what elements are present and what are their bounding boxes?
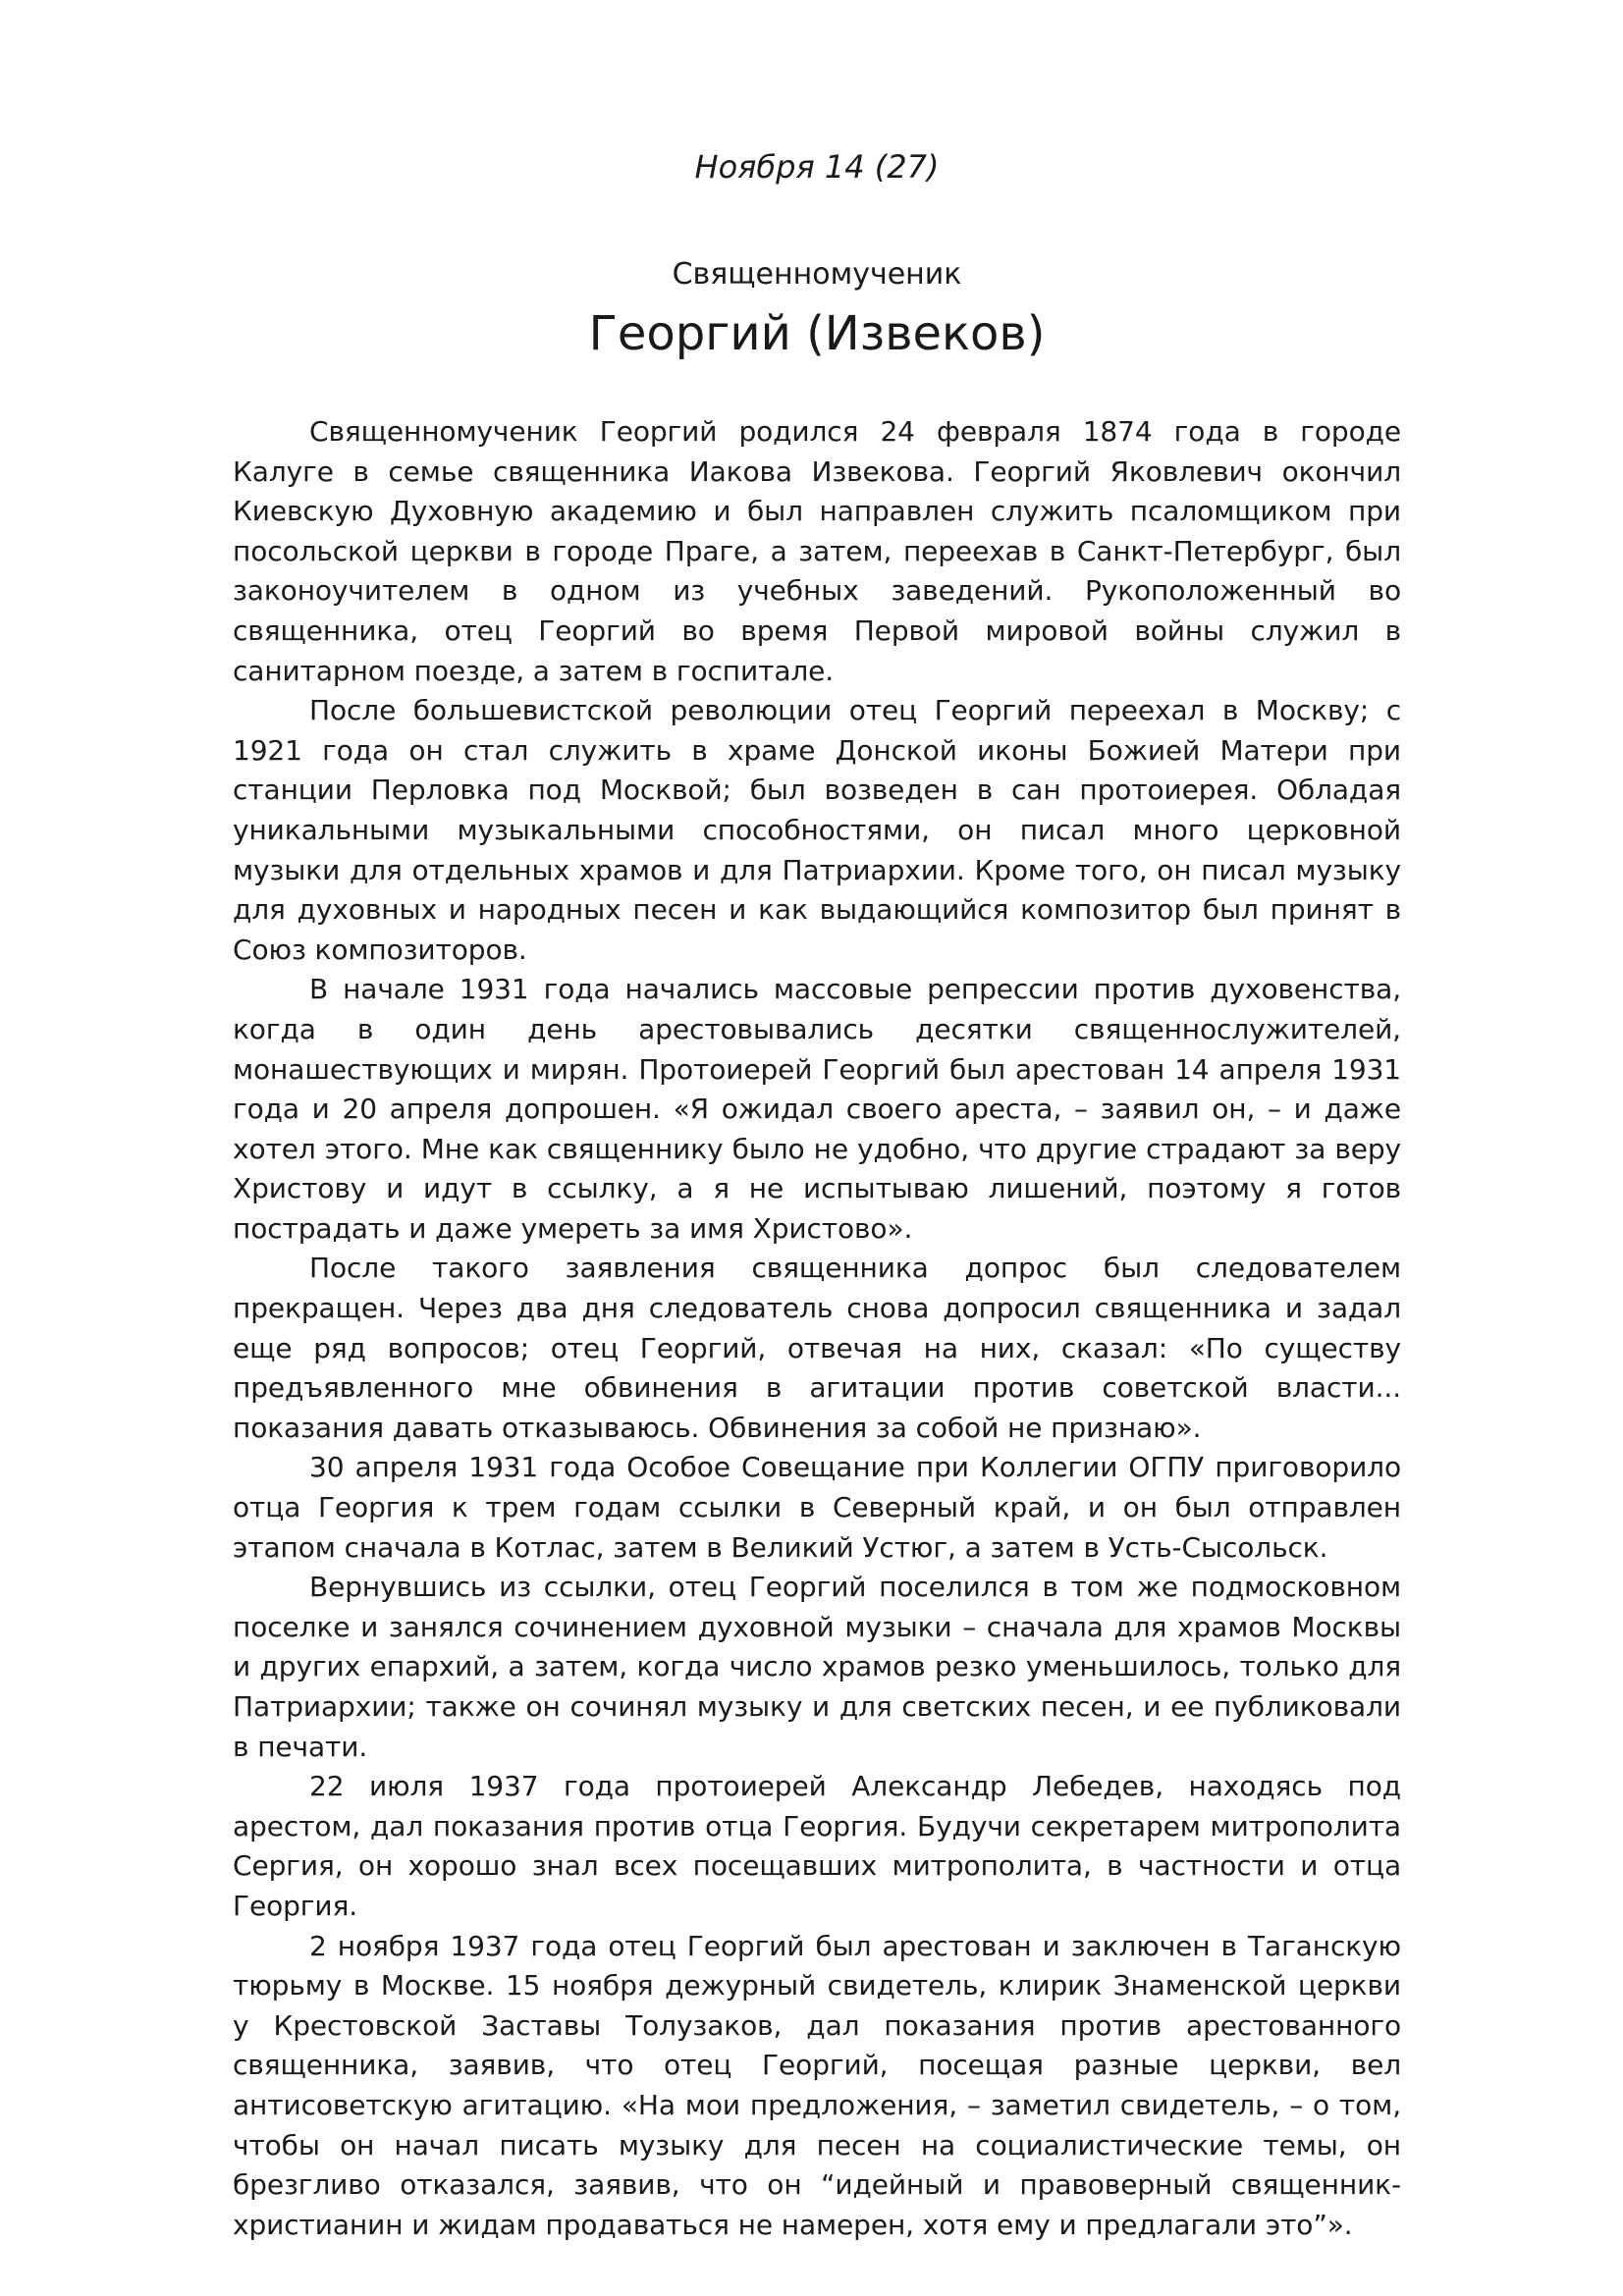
paragraph-3: В начале 1931 года начались массовые репрессии против духовенства, когда в один день арестовывались десятки священнослужителей, монашествующих и мирян. Протоиерей Георгий был арестован 14 апреля 1931 года и 20 апреля допрошен. «Я ожидал своего ареста, – заявил он, – и даже хотел этого. Мне как священнику было не удобно, что другие страдают за веру Христову и идут в ссылку, а я не испытываю лишений, поэтому я готов пострадать и даже умереть за имя Христово». bbox=[233, 973, 1401, 1245]
paragraph-4: После такого заявления священника допрос был следователем прекращен. Через два дня следователь снова допросил священника и задал еще ряд вопросов; отец Георгий, отвечая на них, сказал: «По существу предъявленного мне обвинения в агитации против советской власти... показания давать отказываюсь. Обвинения за собой не признаю». bbox=[233, 1252, 1401, 1444]
paragraph-1: Священномученик Георгий родился 24 февраля 1874 года в городе Калуге в семье священника Иакова Извекова. Георгий Яковлевич окончил Киевскую Духовную академию и был направлен служить псаломщиком при посольской церкви в городе Праге, а затем, переехав в Санкт-Петербург, был законоучителем в одном из учебных заведений. Рукоположенный во священника, отец Георгий во время Первой мировой войны служил в санитарном поезде, а затем в госпитале. bbox=[233, 415, 1401, 687]
date-heading: Ноября 14 (27) bbox=[694, 148, 940, 186]
saint-rank-subtitle: Священномученик bbox=[672, 257, 962, 292]
paragraph-2: После большевистской революции отец Георгий переехал в Москву; с 1921 года он стал служить в храме Донской иконы Божией Матери при станции Перловка под Москвой; был возведен в сан протоиерея. Обладая уникальными музыкальными способностями, он писал много церковной музыки для отдельных храмов и для Патриархии. Кроме того, он писал музыку для духовных и народных песен и как выдающийся композитор был принят в Союз композиторов. bbox=[233, 694, 1401, 966]
paragraph-8: 2 ноября 1937 года отец Георгий был арестован и заключен в Таганскую тюрьму в Москве. 15 ноября дежурный свидетель, клирик Знаменской церкви у Крестовской Заставы Толузаков, дал показания против арестованного священника, заявив, что отец Георгий, посещая разные церкви, вел антисоветскую агитацию. «На мои предложения, – заметил свидетель, – о том, чтобы он начал писать музыку для песен на социалистические темы, он брезгливо отказался, заявив, что он “идейный и правоверный священник-христианин и жидам продаваться не намерен, хотя ему и предлагали это”». bbox=[233, 1929, 1401, 2241]
body-text bbox=[233, 412, 1401, 2245]
page-title: Георгий (Извеков) bbox=[588, 306, 1046, 361]
paragraph-7: 22 июля 1937 года протоиерей Александр Лебедев, находясь под арестом, дал показания против отца Георгия. Будучи секретарем митрополита Сергия, он хорошо знал всех посещавших митрополита, в частности и отца Георгия. bbox=[233, 1770, 1401, 1922]
paragraph-5: 30 апреля 1931 года Особое Совещание при Коллегии ОГПУ приговорило отца Георгия к трем годам ссылки в Северный край, и он был отправлен этапом сначала в Котлас, затем в Великий Устюг, а затем в Усть-Сысольск. bbox=[233, 1451, 1401, 1564]
document-page bbox=[233, 147, 1401, 2245]
paragraph-6: Вернувшись из ссылки, отец Георгий поселился в том же подмосковном поселке и занялся сочинением духовной музыки – сначала для храмов Москвы и других епархий, а затем, когда число храмов резко уменьшилось, только для Патриархии; также он сочинял музыку и для светских песен, и ее публиковали в печати. bbox=[233, 1571, 1401, 1763]
